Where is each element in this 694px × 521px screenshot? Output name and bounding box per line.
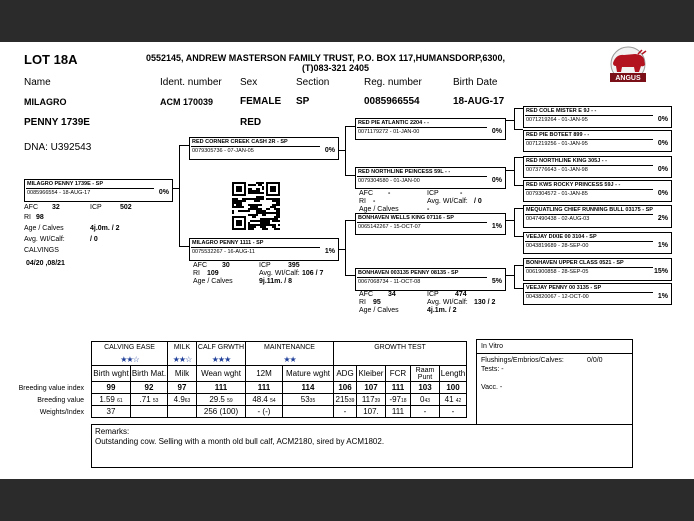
divider <box>357 277 487 278</box>
bv-accuracy: 42 <box>455 398 462 404</box>
row-label: Weights/Index <box>39 409 84 416</box>
pedigree-box-title: VEEJAY DIXIE 00 3104 - SP <box>526 234 597 240</box>
breeding-values-table <box>91 341 467 418</box>
pedigree-box-pct: 1% <box>491 223 502 230</box>
stat-value: - <box>388 190 391 197</box>
stat-value: / 0 <box>474 198 482 205</box>
pedigree-box-pct: 0% <box>324 147 335 154</box>
tree-line <box>514 185 523 186</box>
weight-cell: - <box>334 406 357 418</box>
bv-cell <box>411 394 440 406</box>
bv-value: .71 <box>139 395 151 404</box>
qr-code <box>232 182 280 230</box>
index-cell: 92 <box>131 382 168 394</box>
stat-label: Avg. WI/Calf: <box>427 198 468 205</box>
weight-cell: 256 (100) <box>197 406 246 418</box>
divider <box>525 292 653 293</box>
bv-value: 48.4 <box>252 395 268 404</box>
tree-line <box>345 126 355 127</box>
stat-value: 9j.11m. / 8 <box>259 278 293 285</box>
bv-cell <box>168 394 197 406</box>
bv-accuracy: 61 <box>117 398 123 404</box>
divider <box>525 115 653 116</box>
pedigree-box-pct: 5% <box>491 278 502 285</box>
stat-label: ICP <box>427 190 439 197</box>
stat-value: 109 <box>207 270 219 277</box>
star-icon: ★★ <box>283 354 296 364</box>
pedigree-box-title: MILAGRO PENNY 1739E - SP <box>27 181 104 187</box>
owner-phone: (T)083-321 2405 <box>302 63 370 73</box>
tests: Tests: - <box>481 366 504 373</box>
pedigree-box-dam-dam <box>355 268 506 291</box>
stat-value: 98 <box>36 214 44 221</box>
weight-cell: 107. <box>357 406 386 418</box>
divider <box>525 241 653 242</box>
index-cell: 111 <box>386 382 411 394</box>
tree-line <box>514 208 515 236</box>
animal-sex: FEMALE <box>240 96 282 107</box>
bv-value: 117 <box>361 395 375 404</box>
pedigree-box-pct: 0% <box>491 128 502 135</box>
pedigree-box-pct: 0% <box>657 140 668 147</box>
stat-value: 34 <box>388 291 396 298</box>
index-cell: 114 <box>283 382 334 394</box>
weight-cell: 37 <box>92 406 131 418</box>
angus-logo <box>604 45 652 85</box>
pedigree-box-title: RED NORTHLINE KING 305J - - <box>526 158 607 164</box>
tree-line <box>345 220 346 276</box>
stat-label: Age / Calves <box>359 206 399 213</box>
tree-line <box>514 108 515 129</box>
pedigree-box-title: BONHAVEN 003135 PENNY 08135 - SP <box>358 270 459 276</box>
stat-label: AFC <box>359 190 373 197</box>
stat-value: 395 <box>288 262 300 269</box>
tree-line <box>345 126 346 176</box>
pedigree-box-pct: 0% <box>491 177 502 184</box>
tree-line <box>179 145 180 233</box>
column-header: FCR <box>386 366 411 382</box>
pedigree-box-pct: 1% <box>657 293 668 300</box>
star-icon: ★★☆ <box>120 354 139 364</box>
pedigree-box-reg: 0065142267 - 15-OCT-07 <box>358 224 421 230</box>
pedigree-box-reg: 0061900858 - 28-SEP-05 <box>526 269 589 275</box>
pedigree-box-pct: 1% <box>657 242 668 249</box>
animal-reg: 0085966554 <box>364 96 420 107</box>
animal-name: MILAGRO <box>24 97 67 107</box>
weight-cell: - (-) <box>246 406 283 418</box>
divider <box>525 165 653 166</box>
tree-line <box>514 288 523 289</box>
bv-value: 4.9 <box>173 395 185 404</box>
index-cell: 111 <box>246 382 283 394</box>
star-rating <box>197 354 246 366</box>
dna-number: DNA: U392543 <box>24 142 92 153</box>
column-header: Wean wght <box>197 366 246 382</box>
stat-value: 95 <box>373 299 381 306</box>
qr-code-icon <box>232 182 280 230</box>
stat-label: Avg. WI/Calf: <box>259 270 300 277</box>
pedigree-box-reg: 0079304572 - 01-JAN-85 <box>526 191 588 197</box>
divider <box>477 353 632 354</box>
star-rating <box>168 354 197 366</box>
pedigree-box-reg: 0047490438 - 02-AUG-03 <box>526 216 590 222</box>
stat-label: RI <box>359 198 366 205</box>
stat-value: - <box>373 198 376 205</box>
animal-birth: 18-AUG-17 <box>453 96 505 107</box>
weight-cell: 111 <box>386 406 411 418</box>
star-rating <box>246 354 334 366</box>
pedigree-box-title: RED NORTHLINE PEINCESS 59L - - <box>358 169 451 175</box>
index-cell: 111 <box>197 382 246 394</box>
divider <box>357 222 487 223</box>
stat-label: RI <box>193 270 200 277</box>
pedigree-box-reg: 0073776643 - 01-JAN-98 <box>526 167 588 173</box>
pedigree-box-gen4 <box>523 232 672 254</box>
tree-line <box>345 275 355 276</box>
pedigree-box-pct: 0% <box>158 189 169 196</box>
bv-accuracy: 39 <box>348 398 355 404</box>
column-header: Mature wght <box>283 366 334 382</box>
pedigree-box-reg: 0071179272 - 01-JAN-00 <box>358 129 420 135</box>
row-label: Breeding value index <box>18 385 84 392</box>
bv-cell <box>92 394 131 406</box>
bv-cell <box>386 394 411 406</box>
in-vitro-title: In Vitro <box>481 343 504 350</box>
bv-cell <box>334 394 357 406</box>
pedigree-box-title: RED COLE MISTER E 9J - - <box>526 108 597 114</box>
label-ident: Ident. number <box>160 77 222 88</box>
stat-label: Avg. WI/Calf: <box>427 299 468 306</box>
index-cell: 107 <box>357 382 386 394</box>
tree-line <box>514 108 523 109</box>
row-label: Breeding value <box>37 397 84 404</box>
bv-cell <box>283 394 334 406</box>
bv-value: 1.59 <box>99 395 115 404</box>
pedigree-box-dam-sire <box>355 213 506 235</box>
column-header: Birth Mat. <box>131 366 168 382</box>
remarks-box <box>91 424 633 468</box>
stat-value: 502 <box>120 204 132 211</box>
label-sex: Sex <box>240 77 258 88</box>
group-growth-test: GROWTH TEST <box>334 342 467 354</box>
remarks-text: Outstanding cow. Selling with a month old bull calf, ACM2180, sired by ACM1802. <box>95 437 385 446</box>
bv-accuracy: 39 <box>374 398 381 404</box>
pedigree-box-reg: 0043820067 - 12-OCT-00 <box>526 294 589 300</box>
pedigree-box-gen4 <box>523 130 672 152</box>
pedigree-box-title: BONHAVEN WELLS KING 07116 - SP <box>358 215 454 221</box>
pedigree-box-pct: 2% <box>657 215 668 222</box>
flush-label: Flushings/Embrios/Calves: <box>481 357 564 364</box>
pedigree-box-reg: 0085966554 - 18-AUG-17 <box>27 190 91 196</box>
calvings-dates: 04/20 ,08/21 <box>26 260 65 267</box>
stat-value: - <box>460 190 463 197</box>
bv-cell <box>440 394 467 406</box>
stat-value: - <box>427 206 430 213</box>
bv-cell <box>357 394 386 406</box>
column-header: Kleiber <box>357 366 386 382</box>
bv-accuracy: 63 <box>184 398 191 404</box>
stat-label: Age / Calves <box>24 225 64 232</box>
bv-value: 29.5 <box>209 395 225 404</box>
pedigree-box-title: BONHAVEN UPPER CLASS 0521 - SP <box>526 260 624 266</box>
index-cell: 97 <box>168 382 197 394</box>
stat-label: RI <box>359 299 366 306</box>
pedigree-box-gen4 <box>523 156 672 178</box>
stat-value: 106 / 7 <box>302 270 324 277</box>
weight-cell: - <box>440 406 467 418</box>
column-header: 12M <box>246 366 283 382</box>
animal-name-2: PENNY 1739E <box>24 117 90 128</box>
tree-line <box>514 157 523 158</box>
divider <box>191 146 320 147</box>
tree-line <box>179 145 189 146</box>
bv-cell <box>246 394 283 406</box>
stat-label: Age / Calves <box>193 278 233 285</box>
group-maintenance: MAINTENANCE <box>246 342 334 354</box>
pedigree-box-pct: 15% <box>653 268 668 275</box>
stat-value: 474 <box>455 291 467 298</box>
tree-line <box>514 157 515 185</box>
stat-label: Avg. WI/Calf: <box>24 236 65 243</box>
bv-value: 215 <box>335 395 349 404</box>
column-header: ADG <box>334 366 357 382</box>
pedigree-box-sire-sire <box>355 118 506 140</box>
star-rating <box>92 354 168 366</box>
stat-value: 130 / 2 <box>474 299 496 306</box>
label-birth: Birth Date <box>453 77 498 88</box>
weight-cell: - <box>411 406 440 418</box>
index-cell: 103 <box>411 382 440 394</box>
tree-line <box>179 233 180 247</box>
group-milk: MILK <box>168 342 197 354</box>
empty-cell <box>334 354 467 366</box>
bv-accuracy: 59 <box>227 398 233 404</box>
weight-cell <box>283 406 334 418</box>
bv-accuracy: 43 <box>424 398 430 404</box>
owner-line: 0552145, ANDREW MASTERSON FAMILY TRUST, P.O. BOX 117,HUMANSDORP,6300, <box>146 53 505 63</box>
bv-value: 53 <box>300 395 310 404</box>
bv-accuracy: 53 <box>152 398 159 404</box>
divider <box>525 139 653 140</box>
stat-value: 30 <box>222 262 230 269</box>
pedigree-box-sire <box>189 137 339 160</box>
pedigree-box-pct: 0% <box>657 190 668 197</box>
pedigree-box-reg: 0079304580 - 01-JAN-00 <box>358 178 420 184</box>
pedigree-box-title: MEQUATLING CHIEF RUNNING BULL 03175 - SP <box>526 207 653 213</box>
stat-label: Age / Calves <box>359 307 399 314</box>
column-header: Milk <box>168 366 197 382</box>
pedigree-box-title: MILAGRO PENNY 1111 - SP <box>192 240 264 246</box>
divider <box>525 214 653 215</box>
pedigree-box-gen4 <box>523 106 672 128</box>
stat-value: 4j.1m. / 2 <box>427 307 457 314</box>
divider <box>525 189 653 190</box>
pedigree-box-pct: 1% <box>324 248 335 255</box>
bv-accuracy: 54 <box>270 398 276 404</box>
index-cell: 106 <box>334 382 357 394</box>
pedigree-box-gen4 <box>523 180 672 202</box>
pedigree-box-title: RED PIE BOTEET 899 - - <box>526 132 590 138</box>
column-header: Birth wght <box>92 366 131 382</box>
pedigree-box-gen4 <box>523 258 672 281</box>
tree-line <box>514 208 523 209</box>
stat-label: CALVINGS <box>24 247 59 254</box>
flush-value: 0/0/0 <box>587 357 603 364</box>
in-vitro-box <box>476 339 633 425</box>
divider <box>191 247 320 248</box>
pedigree-box-reg: 0079305736 - 07-JAN-05 <box>192 148 254 154</box>
pedigree-box-gen4 <box>523 205 672 228</box>
pedigree-box-pct: 0% <box>657 116 668 123</box>
weight-cell <box>168 406 197 418</box>
pedigree-box-gen4 <box>523 283 672 305</box>
pedigree-box-reg: 0071219264 - 01-JAN-95 <box>526 117 588 123</box>
bv-cell <box>197 394 246 406</box>
animal-section: SP <box>296 96 310 107</box>
group-calf-growth: CALF GRWTH <box>197 342 246 354</box>
tree-line <box>179 246 189 247</box>
divider <box>357 176 487 177</box>
divider <box>357 127 487 128</box>
label-name: Name <box>24 77 51 88</box>
pedigree-box-title: RED KWS ROCKY PRINCESS 59J - - <box>526 182 621 188</box>
index-cell: 99 <box>92 382 131 394</box>
animal-color: RED <box>240 117 262 128</box>
animal-ident: ACM 170039 <box>160 97 214 107</box>
tree-line <box>514 129 523 130</box>
stat-label: ICP <box>259 262 271 269</box>
bv-value: -97 <box>389 395 401 404</box>
stat-value: / 0 <box>90 236 98 243</box>
pedigree-box-reg: 0067068734 - 11-OCT-08 <box>358 279 421 285</box>
pedigree-box-title: RED PIE ATLANTIC 2204 - - <box>358 120 429 126</box>
pedigree-box-reg: 0075532267 - 16-AUG-11 <box>192 249 255 255</box>
logo-text: ANGUS <box>615 75 641 82</box>
pedigree-box-subject <box>24 179 173 202</box>
stat-label: ICP <box>427 291 439 298</box>
tree-line <box>345 220 355 221</box>
stat-label: AFC <box>193 262 207 269</box>
lot-number: LOT 18A <box>24 52 78 67</box>
pedigree-box-dam <box>189 238 339 261</box>
divider <box>26 188 154 189</box>
vaccination: Vacc. - <box>481 384 503 391</box>
bv-value: 0 <box>419 395 425 404</box>
stat-value: 32 <box>52 204 60 211</box>
bull-icon <box>604 45 652 85</box>
bv-value: 41 <box>444 395 454 404</box>
weight-cell <box>131 406 168 418</box>
stat-value: 4j.0m. / 2 <box>90 225 120 232</box>
tree-line <box>345 175 355 176</box>
label-reg: Reg. number <box>364 77 422 88</box>
pedigree-box-title: RED CORNER CREEK CASH 2R - SP <box>192 139 288 145</box>
bv-accuracy: 35 <box>309 398 316 404</box>
bv-cell <box>131 394 168 406</box>
index-cell: 100 <box>440 382 467 394</box>
stat-label: ICP <box>90 204 102 211</box>
stat-label: RI <box>24 214 31 221</box>
catalogue-sheet <box>0 42 694 479</box>
column-header: Length <box>440 366 467 382</box>
column-header: Raam Punt <box>411 366 440 382</box>
label-section: Section <box>296 77 330 88</box>
divider <box>525 267 653 268</box>
star-icon: ★★☆ <box>172 354 192 364</box>
pedigree-box-reg: 0043819689 - 28-SEP-00 <box>526 243 589 249</box>
star-icon: ★★★ <box>211 354 231 364</box>
tree-line <box>514 265 515 288</box>
remarks-label: Remarks: <box>95 427 130 436</box>
pedigree-box-title: VEEJAY PENNY 00 3135 - SP <box>526 285 602 291</box>
bv-accuracy: 18 <box>401 398 407 404</box>
stat-label: AFC <box>359 291 373 298</box>
stat-label: AFC <box>24 204 38 211</box>
tree-line <box>514 265 523 266</box>
pedigree-box-reg: 0071219256 - 01-JAN-95 <box>526 141 588 147</box>
group-calving-ease: CALVING EASE <box>92 342 168 354</box>
pedigree-box-sire-dam <box>355 167 506 189</box>
tree-line <box>514 236 523 237</box>
pedigree-box-pct: 0% <box>657 166 668 173</box>
